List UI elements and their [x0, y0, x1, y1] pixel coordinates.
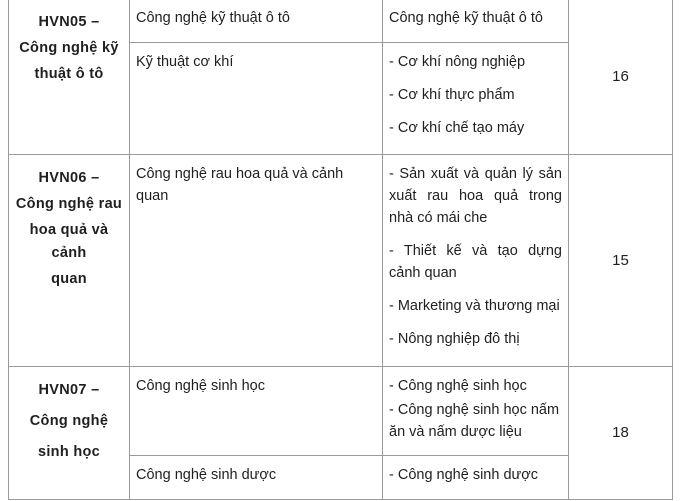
quota-cell — [569, 155, 673, 367]
program-code: HVN06 – — [38, 170, 100, 186]
major-cell — [130, 155, 383, 367]
program-code: HVN07 – — [38, 382, 100, 398]
specialization-item: - Thiết kế và tạo dựng cảnh quan — [389, 243, 562, 281]
specialization-cell — [383, 0, 569, 43]
specialization-cell — [383, 367, 569, 456]
major-name: Công nghệ kỹ thuật ô tô — [136, 10, 290, 26]
program-code-cell — [9, 155, 130, 367]
specialization-cell — [383, 155, 569, 367]
specialization-cell — [383, 43, 569, 155]
specialization-item: - Nông nghiệp đô thị — [389, 331, 520, 347]
program-code: HVN05 – — [38, 14, 100, 30]
major-name: Công nghệ sinh học — [136, 378, 265, 394]
program-table — [8, 0, 673, 500]
program-name-line: hoa quả và cảnh — [29, 222, 109, 261]
major-name: Công nghệ rau hoa quả và cảnh quan — [136, 166, 344, 204]
specialization-item: - Công nghệ sinh học nấm ăn và nấm dược liệu — [389, 402, 560, 440]
specialization-item: - Marketing và thương mại — [389, 298, 560, 314]
program-code-cell — [9, 0, 130, 155]
quota-value: 16 — [612, 67, 629, 85]
program-name-line: Công nghệ — [29, 413, 109, 429]
program-name-line: Công nghệ kỹ — [19, 40, 119, 56]
major-name: Công nghệ sinh dược — [136, 467, 277, 483]
specialization-cell — [383, 456, 569, 500]
program-code-cell — [9, 367, 130, 500]
table-row — [9, 367, 673, 456]
quota-value: 15 — [612, 251, 629, 269]
major-cell — [130, 367, 383, 456]
quota-cell — [569, 367, 673, 500]
quota-value: 18 — [612, 424, 629, 441]
specialization-item: Công nghệ kỹ thuật ô tô — [389, 10, 543, 26]
table-row — [9, 0, 673, 43]
specialization-item: - Cơ khí nông nghiệp — [389, 54, 526, 70]
quota-cell — [569, 0, 673, 155]
program-name-line: Công nghệ rau — [15, 196, 123, 212]
table-row — [9, 155, 673, 367]
major-name: Kỹ thuật cơ khí — [136, 54, 234, 70]
program-name-line: sinh học — [37, 444, 100, 460]
specialization-item: - Sản xuất và quản lý sản xuất rau hoa quả trong nhà có mái che — [389, 166, 562, 226]
specialization-item: - Công nghệ sinh dược — [389, 467, 538, 483]
major-cell — [130, 456, 383, 500]
program-name-line: thuật ô tô — [34, 66, 104, 82]
specialization-item: - Cơ khí thực phẩm — [389, 87, 515, 103]
major-cell — [130, 43, 383, 155]
major-cell — [130, 0, 383, 43]
program-name-line: quan — [51, 271, 87, 287]
specialization-item: - Công nghệ sinh học — [389, 378, 527, 394]
specialization-item: - Cơ khí chế tạo máy — [389, 120, 525, 136]
